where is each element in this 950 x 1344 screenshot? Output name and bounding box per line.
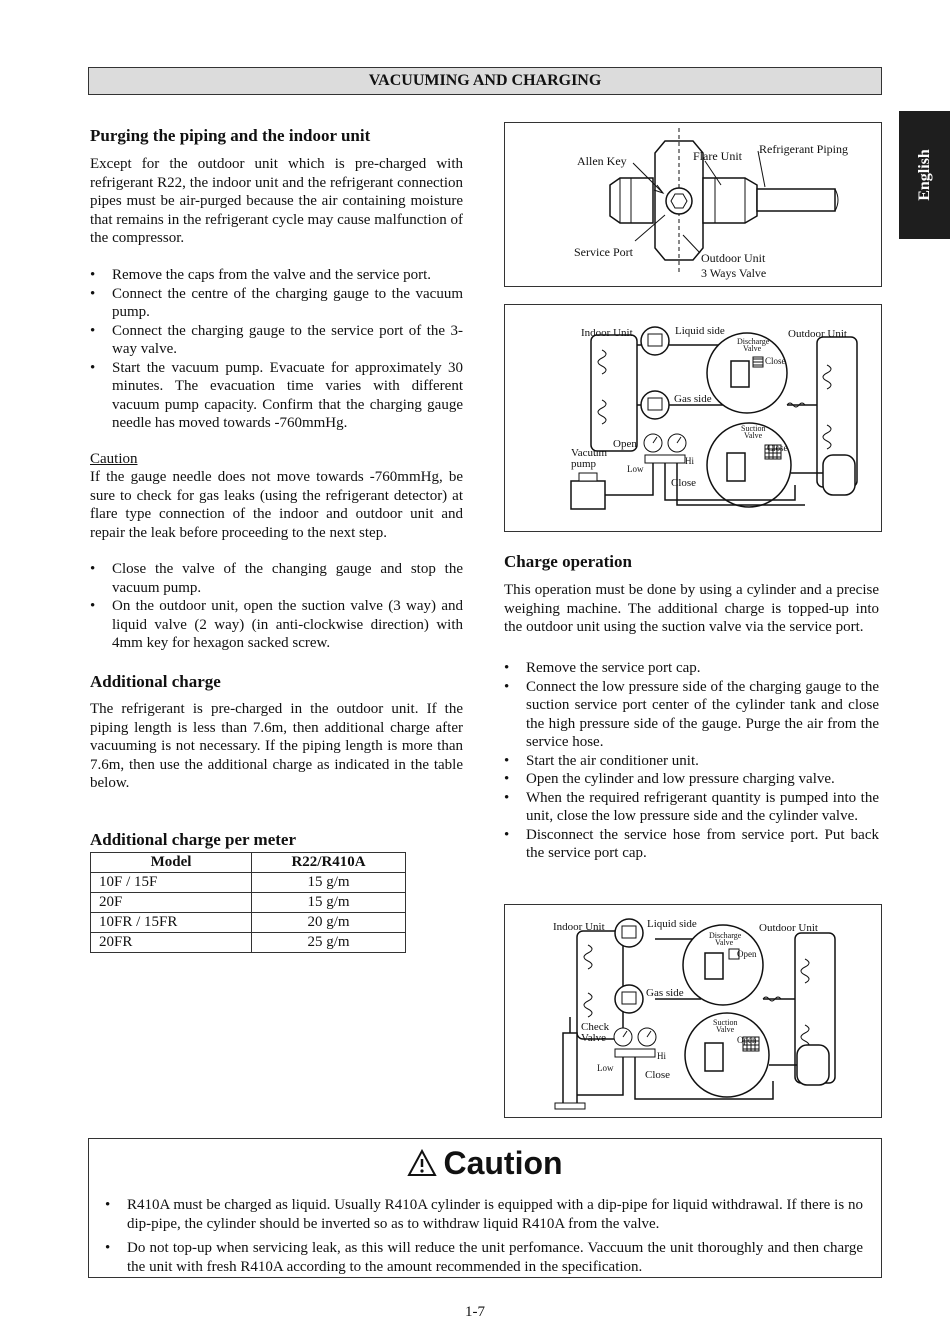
caution-text: If the gauge needle does not move towards -760mmHg, be sure to check for gas leaks (using the refrigerant detector) at flare type connection of the indoor and outdoor unit and repair the leak before proceeding to the next step.: [90, 469, 463, 541]
list-item: • When the required refrigerant quantity is pumped into the unit, close the low pressure side and the cylinder valve.: [504, 789, 879, 826]
section-header: [88, 67, 882, 95]
list-item: • Connect the centre of the charging gauge to the vacuum pump.: [90, 285, 463, 322]
caution-label: Caution: [90, 451, 138, 467]
table-row: [91, 933, 406, 953]
low-label: Low: [627, 464, 644, 474]
caution-list: [105, 1196, 863, 1282]
liquid-side-label: Liquid side: [647, 918, 697, 930]
list-item: • Do not top-up when servicing leak, as this will reduce the unit perfomance. Vaccuum the unit thoroughly and then charge the unit with fresh R410A according to the amount recommended in the specification.: [105, 1239, 863, 1276]
hi-label: Hi: [685, 456, 694, 466]
check-valve-label: Check: [581, 1021, 610, 1033]
additional-text: The refrigerant is pre-charged in the outdoor unit. If the piping length is less than 7.6m, then additional charge after vacuuming is not necessary. If the piping length is more than 7.6m, then use the additional charge as indicated in the table below.: [90, 701, 463, 791]
close-top-label: Close: [765, 356, 786, 366]
value-cell: 15 g/m: [252, 873, 406, 893]
purging-steps: [90, 266, 463, 433]
value-cell: 25 g/m: [252, 933, 406, 953]
charge-operation-intro: This operation must be done by using a cylinder and a precise weighing machine. The additional charge is topped-up into the outdoor unit using the suction valve via the service port.: [504, 582, 879, 635]
list-item: • Connect the low pressure side of the charging gauge to the suction service port center of the cylinder tank and close the high pressure side of the gauge. Purge the air from the service hose.: [504, 678, 879, 752]
language-tab: [899, 111, 950, 239]
purging-heading: Purging the piping and the indoor unit: [90, 126, 371, 145]
discharge-valve-label-2: Valve: [743, 344, 762, 353]
model-cell: 20F: [91, 893, 252, 913]
allen-key-label: Allen Key: [577, 154, 627, 168]
charging-circuit-diagram: [505, 905, 881, 1117]
charge-operation-steps: [504, 659, 879, 863]
charge-table: [90, 852, 406, 953]
discharge-valve-label: Discharge: [737, 337, 770, 346]
list-item: • Close the valve of the changing gauge and stop the vacuum pump.: [90, 560, 463, 597]
gas-side-label: Gas side: [646, 987, 684, 999]
close-mid-label: Close: [767, 443, 788, 453]
purging-intro: Except for the outdoor unit which is pre-charged with refrigerant R22, the indoor unit and the refrigerant connection pipes must be air-purged because the air containing moisture that remains in the refrigerant cycle may cause malfunction of the compressor.: [90, 156, 463, 246]
list-item: • On the outdoor unit, open the suction valve (3 way) and liquid valve (2 way) (in anti-clockwise direction) with 4mm key for hexagon sacked screw.: [90, 597, 463, 653]
open-mid-label: Open: [737, 1035, 757, 1045]
suction-valve-label-2: Valve: [716, 1025, 735, 1034]
flare-unit-label: Flare Unit: [693, 149, 742, 163]
page-number: 1-7: [465, 1304, 485, 1320]
purging-after-steps: [90, 560, 463, 653]
service-port-label: Service Port: [574, 245, 633, 259]
model-cell: 20FR: [91, 933, 252, 953]
list-item: • Connect the charging gauge to the service port of the 3-way valve.: [90, 322, 463, 359]
list-item: • Open the cylinder and low pressure charging valve.: [504, 770, 879, 789]
charge-operation-heading: Charge operation: [504, 552, 632, 571]
table-header-row: [91, 853, 406, 873]
outdoor-unit-label: Outdoor Unit: [701, 251, 766, 265]
list-item: • R410A must be charged as liquid. Usually R410A cylinder is equipped with a dip-pipe for liquid withdrawal. If there is no dip-pipe, the cylinder should be inverted so as to withdraw liquid R410A from the valve.: [105, 1196, 863, 1233]
discharge-valve-label: Discharge: [709, 931, 742, 940]
model-cell: 10F / 15F: [91, 873, 252, 893]
discharge-valve-label-2: Valve: [715, 938, 734, 947]
language-tab-label: English: [915, 149, 933, 201]
additional-heading: Additional charge: [90, 672, 221, 691]
table-row: [91, 893, 406, 913]
caution-title-row: [89, 1145, 881, 1181]
vacuum-pump-label-2: pump: [571, 458, 597, 470]
table-row: [91, 873, 406, 893]
hi-label: Hi: [657, 1051, 666, 1061]
open-top-label: Open: [737, 949, 757, 959]
suction-valve-label: Suction: [741, 424, 766, 433]
close-bottom-label: Close: [671, 477, 697, 489]
model-cell: 10FR / 15FR: [91, 913, 252, 933]
vacuum-circuit-figure: [504, 304, 882, 532]
caution-title: Caution: [443, 1145, 563, 1181]
value-cell: 15 g/m: [252, 893, 406, 913]
outdoor-unit-label: Outdoor Unit: [759, 922, 818, 934]
list-item: • Remove the caps from the valve and the service port.: [90, 266, 463, 285]
indoor-unit-label: Indoor Unit: [581, 327, 633, 339]
liquid-side-label: Liquid side: [675, 325, 725, 337]
table-heading: Additional charge per meter: [90, 830, 297, 849]
list-item: • Start the air conditioner unit.: [504, 752, 879, 771]
open-label: Open: [613, 438, 637, 450]
section-header-title: VACUUMING AND CHARGING: [368, 72, 602, 89]
close-bottom-label: Close: [645, 1069, 671, 1081]
col-value-header: R22/R410A: [252, 853, 406, 873]
warning-triangle-icon: [407, 1149, 437, 1177]
low-label: Low: [597, 1063, 614, 1073]
suction-valve-label-2: Valve: [744, 431, 763, 440]
value-cell: 20 g/m: [252, 913, 406, 933]
valve-figure: [504, 122, 882, 287]
vacuum-circuit-diagram: [505, 305, 881, 531]
suction-valve-label: Suction: [713, 1018, 738, 1027]
caution-box: [88, 1138, 882, 1278]
check-valve-label-2: Valve: [581, 1032, 607, 1044]
table-row: [91, 913, 406, 933]
outdoor-unit-label: Outdoor Unit: [788, 328, 847, 340]
charging-circuit-figure: [504, 904, 882, 1118]
vacuum-pump-label: Vacuum: [571, 447, 608, 459]
refrigerant-piping-label: Refrigerant Piping: [759, 142, 848, 156]
valve-diagram: [505, 123, 881, 286]
indoor-unit-label: Indoor Unit: [553, 921, 605, 933]
list-item: • Disconnect the service hose from service port. Put back the service port cap.: [504, 826, 879, 863]
col-model-header: Model: [91, 853, 252, 873]
three-way-valve-label: 3 Ways Valve: [701, 266, 767, 280]
gas-side-label: Gas side: [674, 393, 712, 405]
list-item: • Remove the service port cap.: [504, 659, 879, 678]
list-item: • Start the vacuum pump. Evacuate for approximately 30 minutes. The evacuation time varies with different vacuum pump capacity. Confirm that the charging gauge needle has moved towards -760mmHg.: [90, 359, 463, 433]
